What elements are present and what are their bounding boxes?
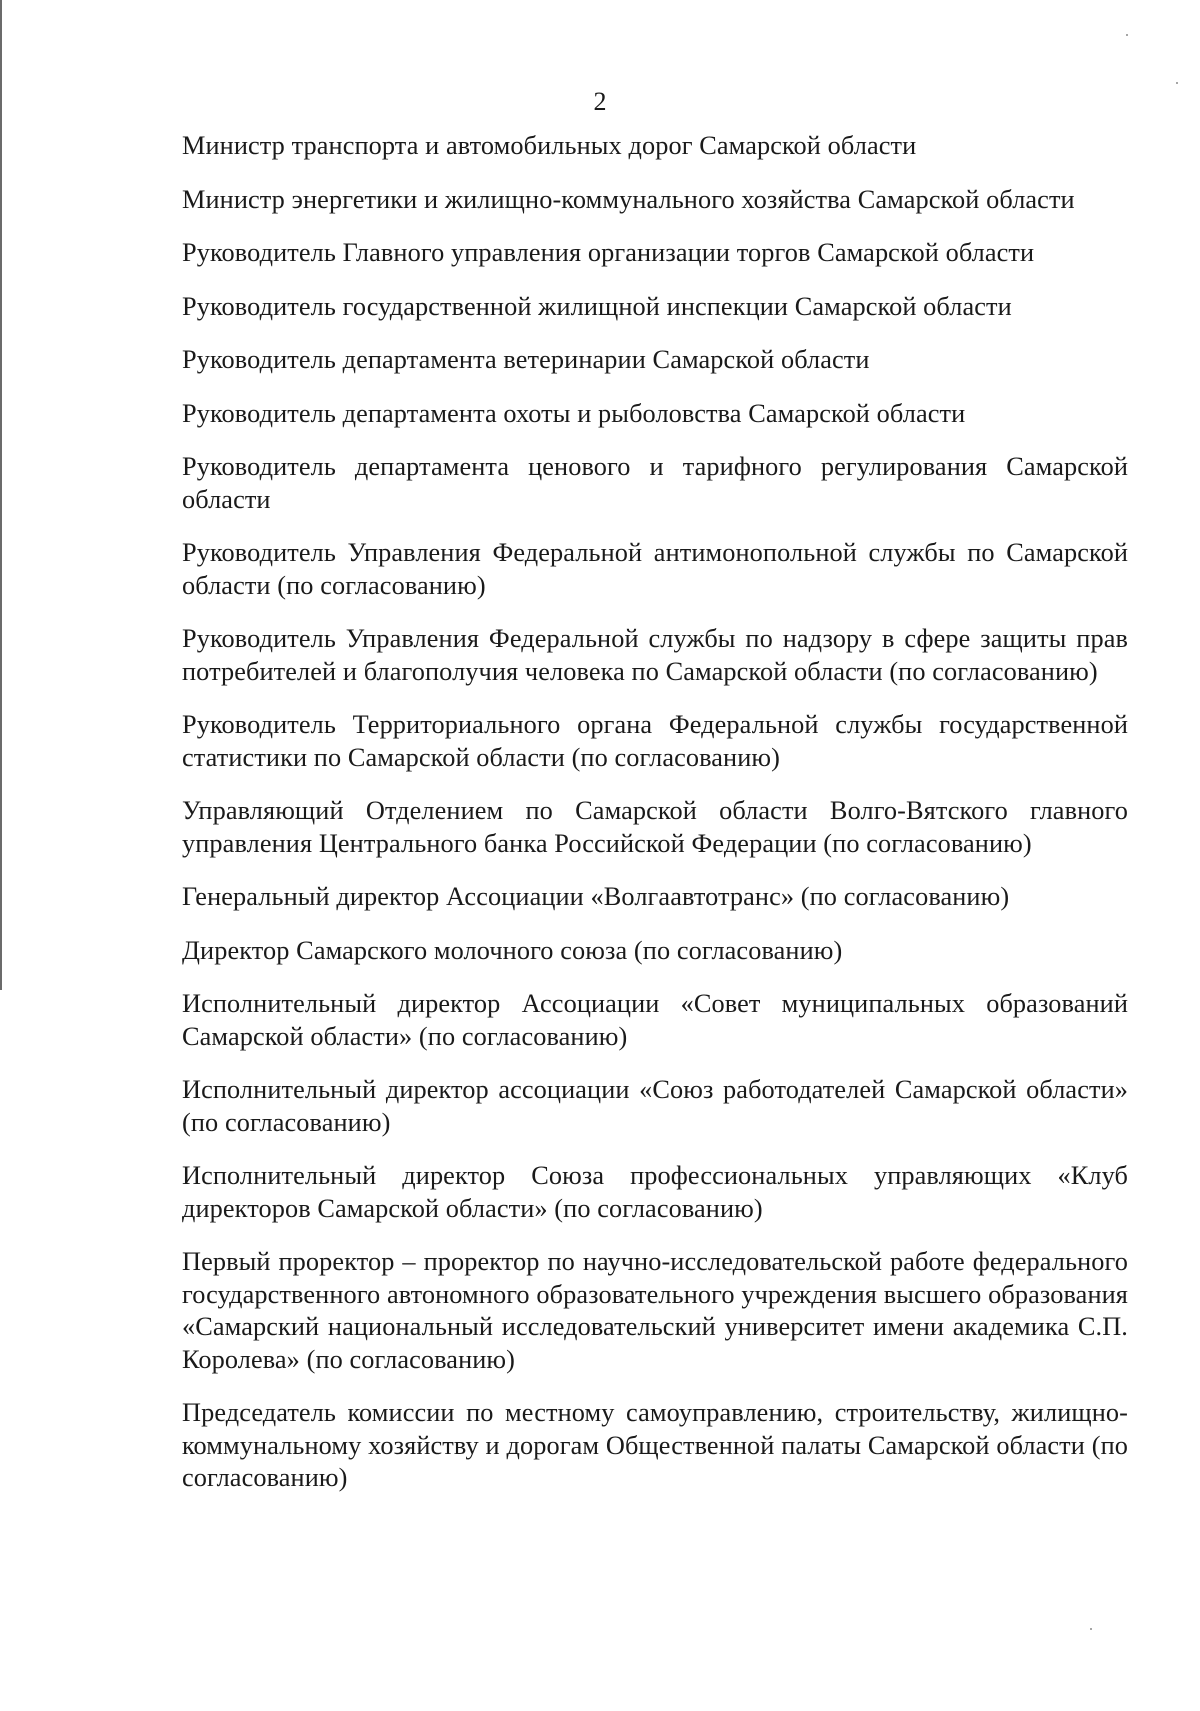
list-item: Руководитель Управления Федеральной службы по надзору в сфере защиты прав потребителей и благополучия человека по Самарской области (по согласованию) [182,624,1128,686]
list-item: Генеральный директор Ассоциации «Волгаавтотранс» (по согласованию) [182,882,1010,911]
member-list [182,130,1128,1516]
list-item: Управляющий Отделением по Самарской области Волго-Вятского главного управления Центрального банка Российской Федерации (по согласованию) [182,796,1128,858]
list-item: Руководитель департамента ценового и тарифного регулирования Самарской области [182,452,1128,514]
list-item: Министр транспорта и автомобильных дорог Самарской области [182,131,917,160]
list-item: Председатель комиссии по местному самоуправлению, строительству, жилищно-коммунальному хозяйству и дорогам Общественной палаты Самарской области (по согласованию) [182,1398,1128,1492]
list-item: Руководитель государственной жилищной инспекции Самарской области [182,291,1012,321]
list-item: Руководитель департамента охоты и рыболовства Самарской области [182,398,966,428]
list-item: Исполнительный директор Союза профессиональных управляющих «Клуб директоров Самарской области» (по согласованию) [182,1161,1128,1223]
list-item: Министр энергетики и жилищно-коммунального хозяйства Самарской области [182,184,1075,214]
page-number: 2 [593,87,607,116]
list-item: Руководитель Территориального органа Федеральной службы государственной статистики по Самарской области (по согласованию) [182,710,1128,772]
scan-speck [1126,34,1128,36]
scan-speck [1176,82,1178,84]
list-item: Первый проректор – проректор по научно-исследовательской работе федерального государственного автономного образовательного учреждения высшего образования «Самарский национальный исследовательский университет имени академика С.П. Королева» (по согласованию) [182,1247,1128,1374]
list-item: Директор Самарского молочного союза (по согласованию) [182,935,843,965]
scan-speck [1090,1628,1092,1630]
list-item: Руководитель Главного управления организации торгов Самарской области [182,238,1035,267]
list-item: Исполнительный директор ассоциации «Союз работодателей Самарской области» (по согласованию) [182,1075,1128,1137]
list-item: Руководитель Управления Федеральной антимонопольной службы по Самарской области (по согласованию) [182,538,1128,600]
list-item: Исполнительный директор Ассоциации «Совет муниципальных образований Самарской области» (по согласованию) [182,989,1128,1051]
list-item: Руководитель департамента ветеринарии Самарской области [182,345,870,374]
scan-edge-shadow [0,0,2,990]
